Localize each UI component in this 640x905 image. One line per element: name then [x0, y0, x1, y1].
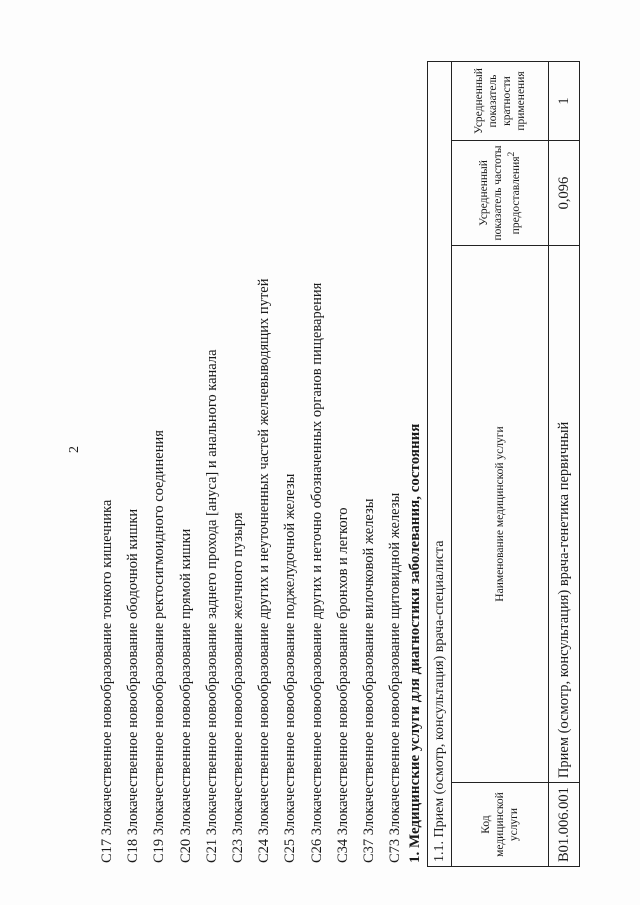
code-line: C37 Злокачественное новообразование вилочковой железы: [360, 498, 377, 863]
code-line: C17 Злокачественное новообразование тонкого кишечника: [99, 499, 115, 863]
header-multiplicity: Усредненный показатель кратности применения: [452, 62, 549, 141]
table-header-row: [452, 62, 549, 867]
code-line: C25 Злокачественное новообразование поджелудочной железы: [282, 473, 299, 863]
header-code: Код медицинской услуги: [452, 783, 549, 867]
service-frequency: 0,096: [549, 141, 580, 246]
code-line: C34 Злокачественное новообразование бронхов и легкого: [334, 507, 351, 863]
code-line: C73 Злокачественное новообразование щитовидной железы: [387, 492, 404, 863]
code-line: C18 Злокачественное новообразование ободочной кишки: [125, 508, 142, 863]
service-name: Прием (осмотр, консультация) врача-генетика первичный: [549, 246, 580, 783]
code-line: C26 Злокачественное новообразование других и неточно обозначенных органов пищеварения: [308, 282, 325, 863]
service-code: B01.006.001: [549, 783, 580, 867]
services-table: [427, 61, 580, 867]
diagnosis-code-list: [94, 279, 408, 863]
page-number: 2: [67, 446, 82, 453]
code-line: C21 Злокачественное новообразование заднего прохода [ануса] и анального канала: [203, 349, 220, 863]
header-name: Наименование медицинской услуги: [452, 246, 549, 783]
subsection-row: [428, 62, 452, 867]
table-row: [549, 62, 580, 867]
code-line: C20 Злокачественное новообразование прямой кишки: [177, 528, 194, 863]
section-title: 1. Медицинские услуги для диагностики заболевания, состояния: [407, 423, 423, 863]
code-line: C19 Злокачественное новообразование ректосигмоидного соединения: [151, 430, 168, 863]
service-multiplicity: 1: [549, 62, 580, 141]
code-line: C24 Злокачественное новообразование других и неуточненных частей желчевыводящих путей: [256, 278, 273, 863]
header-frequency: Усредненный показатель частоты предоставления$^2$: [452, 141, 549, 246]
subsection-title: 1.1. Прием (осмотр, консультация) врача-специалиста: [428, 62, 452, 867]
code-line: C23 Злокачественное новообразование желчного пузыря: [229, 512, 246, 863]
